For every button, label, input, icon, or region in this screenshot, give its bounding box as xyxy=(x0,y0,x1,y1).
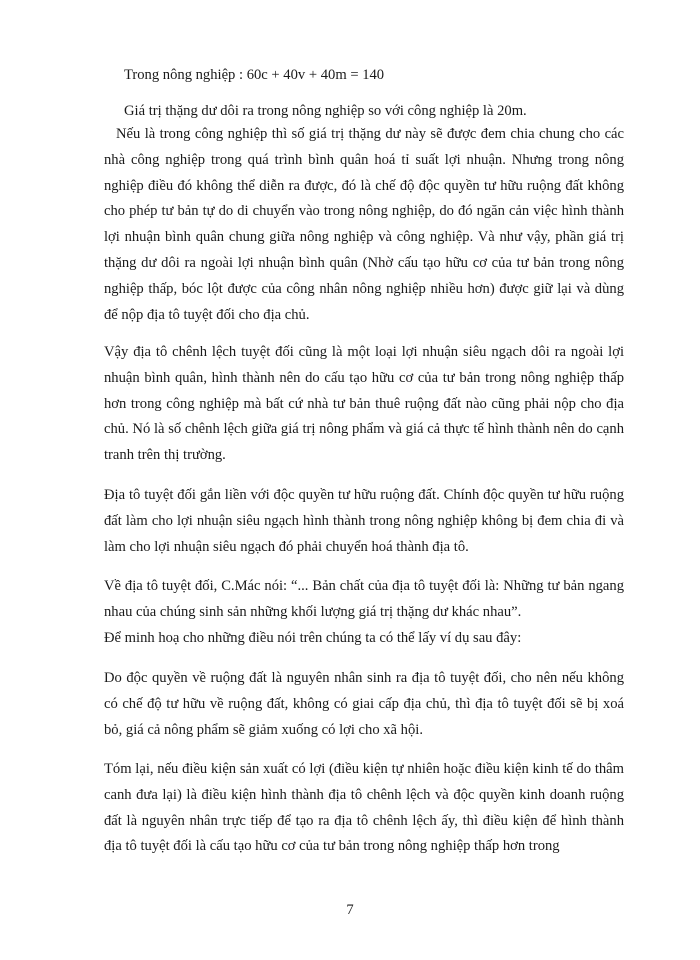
paragraph-marx-quote: Về địa tô tuyệt đối, C.Mác nói: “... Bản chất của địa tô tuyệt đối là: Những tư bản ngang nhau của chúng sinh sản những khối lượng giá trị thặng dư khác nhau”. xyxy=(104,578,624,620)
paragraph-conclusion: Tóm lại, nếu điều kiện sản xuất có lợi (điều kiện tự nhiên hoặc điều kiện kinh tế do thâm canh đưa lại) là điều kiện hình thành địa tô chênh lệch và độc quyền kinh doanh ruộng đất là nguyên nhân trực tiếp để tạo ra địa tô chênh lệch ấy, thì điều kiện để hình thành địa tô tuyệt đối là cấu tạo hữu cơ của tư bản trong nông nghiệp thấp hơn trong xyxy=(104,761,624,855)
paragraph-land-ownership-monopoly: Địa tô tuyệt đối gắn liền với độc quyền tư hữu ruộng đất. Chính độc quyền tư hữu ruộng đất làm cho lợi nhuận siêu ngạch hình thành trong nông nghiệp không bị đem chia đi và làm cho lợi nhuận siêu ngạch đó phải chuyển hoá thành địa tô. xyxy=(104,487,624,555)
paragraph-example-intro: Để minh hoạ cho những điều nói trên chúng ta có thể lấy ví dụ sau đây: xyxy=(104,630,522,646)
paragraph-absolute-rent-definition: Vậy địa tô chênh lệch tuyệt đối cũng là một loại lợi nhuận siêu ngạch dôi ra ngoài lợi nhuận bình quân, hình thành nên do cấu tạo hữu cơ của tư bản trong nông nghiệp thấp hơn trong công nghiệp mà bất cứ nhà tư bản thuê ruộng đất nào cũng phải nộp cho địa chủ. Nó là số chênh lệch giữa giá trị nông phẩm và giá cả thực tế hình thành nên do cạnh tranh trên thị trường. xyxy=(104,344,624,464)
formula-line: Trong nông nghiệp : 60c + 40v + 40m = 140 xyxy=(124,67,385,83)
page-number: 7 xyxy=(346,902,354,918)
paragraph-surplus-value: Giá trị thặng dư dôi ra trong nông nghiệp so với công nghiệp là 20m. xyxy=(124,103,527,119)
paragraph-industry-comparison: Nếu là trong công nghiệp thì số giá trị thặng dư này sẽ được đem chia chung cho các nhà công nghiệp trong quá trình bình quân hoá tỉ suất lợi nhuận. Nhưng trong nông nghiệp điều đó không thể diễn ra được, đó là chế độ độc quyền tư hữu ruộng đất không cho phép tư bản tự do di chuyển vào trong nông nghiệp, do đó ngăn cản việc hình thành lợi nhuận bình quân chung giữa nông nghiệp và công nghiệp. Và như vậy, phần giá trị thặng dư dôi ra ngoài lợi nhuận bình quân (Nhờ cấu tạo hữu cơ của tư bản trong nông nghiệp thấp, bóc lột được của công nhân nông nghiệp nhiều hơn) được giữ lại và dùng để nộp địa tô tuyệt đối cho địa chủ. xyxy=(104,126,624,323)
paragraph-private-ownership: Do độc quyền về ruộng đất là nguyên nhân sinh ra địa tô tuyệt đối, cho nên nếu không có chế độ tư hữu về ruộng đất, không có giai cấp địa chủ, thì địa tô tuyệt đối sẽ bị xoá bỏ, giá cả nông phẩm sẽ giảm xuống có lợi cho xã hội. xyxy=(104,670,624,738)
